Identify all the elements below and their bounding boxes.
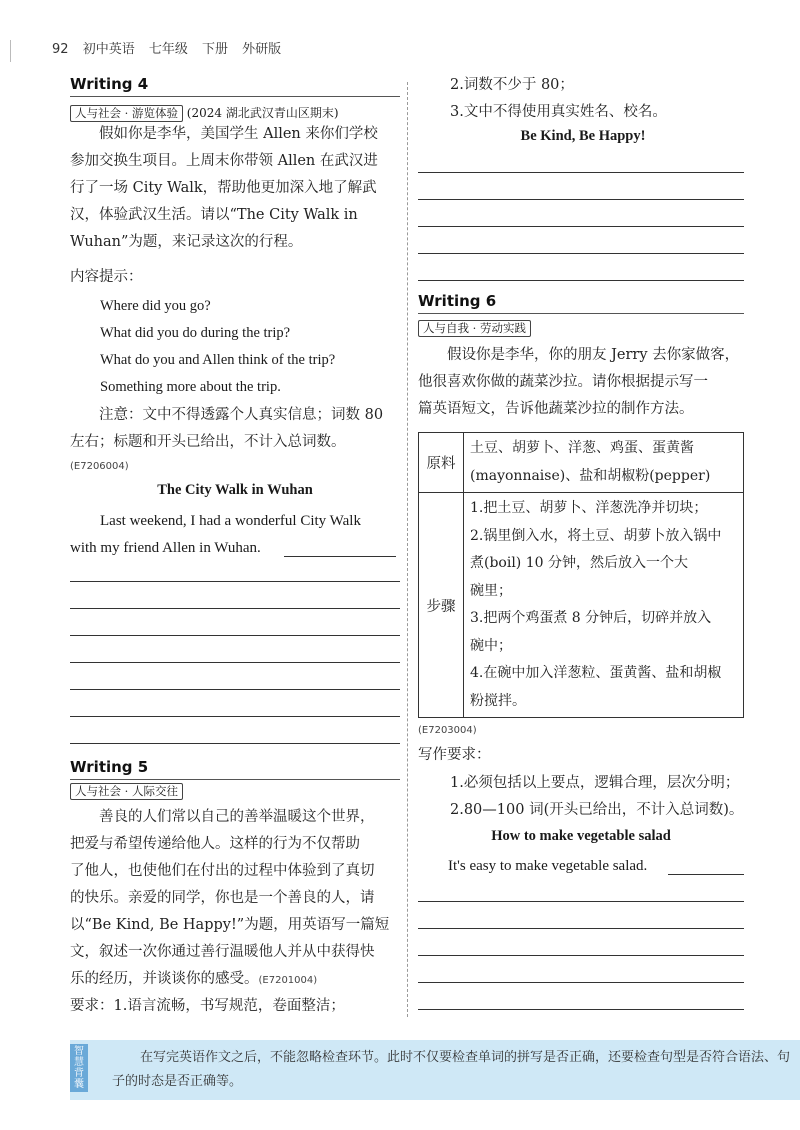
note-line: 左右；标题和开头已给出，不计入总词数。 <box>70 434 346 450</box>
page-header <box>52 38 291 57</box>
writing-6-requirement-1: 1.必须包括以上要点，逻辑合理，层次分明； <box>450 775 740 791</box>
step-line: 2.锅里倒入水，将土豆、胡萝卜放入锅中 <box>470 527 722 544</box>
writing-line[interactable] <box>418 226 744 227</box>
tip-box-text: 在写完英语作文之后，不能忽略检查环节。此时不仅要检查单词的拼写是否正确，还要检查句型是否符合语法、句子的时态是否正确等。 <box>112 1050 791 1089</box>
writing-5-tag-row <box>70 783 183 800</box>
writing-4-tag-row <box>70 104 339 122</box>
prompt-line: 假设你是李华，你的朋友 Jerry 去你家做客， <box>447 347 740 363</box>
writing-line[interactable] <box>418 172 744 173</box>
book-series: 初中英语 <box>82 42 135 57</box>
steps-row <box>419 493 744 718</box>
prompt-line: 以“Be Kind, Be Happy!”为题，用英语写一篇短 <box>70 917 390 933</box>
prompt-text: 乐的经历，并谈谈你的感受。 <box>70 971 259 987</box>
prompt-line: 参加交换生项目。上周末你带领 Allen 在武汉进 <box>70 153 378 169</box>
writing-line[interactable] <box>418 928 744 929</box>
writing-line[interactable] <box>418 1009 744 1010</box>
prompt-line: 了他人，也使他们在付出的过程中体验到了真切 <box>70 863 375 879</box>
prompt-line: 他很喜欢你做的蔬菜沙拉。请你根据提示写一 <box>418 374 708 390</box>
writing-5-title: Writing 5 <box>70 758 149 776</box>
ingredients-line: 土豆、胡萝卜、洋葱、鸡蛋、蛋黄酱 <box>470 440 694 456</box>
book-edition: 外研版 <box>242 42 282 57</box>
ingredients-label: 原料 <box>419 433 464 493</box>
writing-6-essay-title: How to make vegetable salad <box>491 828 671 844</box>
hint-item: What do you and Allen think of the trip? <box>100 352 336 368</box>
step-line: 煮(boil) 10 分钟，然后放入一个大 <box>470 555 688 571</box>
writing-5-prompt <box>70 804 400 994</box>
writing-4-hints-label: 内容提示： <box>70 269 143 285</box>
prompt-line: 善良的人们常以自己的善举温暖这个世界， <box>99 809 375 825</box>
hint-item: What did you do during the trip? <box>100 325 291 341</box>
writing-line[interactable] <box>418 253 744 254</box>
writing-line[interactable] <box>70 716 400 717</box>
note-line: 注意：文中不得透露个人真实信息；词数 80 <box>99 407 384 423</box>
ingredients-line: (mayonnaise)、盐和胡椒粉(pepper) <box>470 467 711 484</box>
steps-label: 步骤 <box>419 493 464 718</box>
prompt-line: 把爱与希望传递给他人。这样的行为不仅帮助 <box>70 836 360 852</box>
step-line: 粉搅拌。 <box>470 692 526 709</box>
writing-line[interactable] <box>284 556 396 557</box>
steps-cell <box>464 493 744 718</box>
writing-5-essay-title: Be Kind, Be Happy! <box>520 128 646 144</box>
writing-line[interactable] <box>70 662 400 663</box>
ingredients-row <box>419 433 744 493</box>
page-number: 92 <box>52 42 69 57</box>
writing-6-requirement-2: 2.80—100 词(开头已给出，不计入总词数)。 <box>450 802 744 818</box>
writing-line[interactable] <box>70 689 400 690</box>
prompt-line: 篇英语短文，告诉他蔬菜沙拉的制作方法。 <box>418 401 694 417</box>
writing-6-title: Writing 6 <box>418 292 497 310</box>
step-line: 碗中； <box>470 637 512 654</box>
column-divider <box>407 82 408 1017</box>
writing-line[interactable] <box>418 982 744 983</box>
writing-4-source: (2024 湖北武汉青山区期末) <box>186 106 339 120</box>
prompt-line-last <box>70 966 400 994</box>
recipe-table <box>418 432 744 718</box>
writing-5-requirement-3: 3.文中不得使用真实姓名、校名。 <box>450 104 667 120</box>
writing-line[interactable] <box>418 280 744 281</box>
tip-box-tag: 智慧背囊 <box>70 1044 88 1092</box>
writing-6-essay-start: It's easy to make vegetable salad. <box>448 858 648 874</box>
prompt-line: 行了一场 City Walk，帮助他更加深入地了解武 <box>70 180 377 196</box>
writing-4-code: (E7206004) <box>70 461 129 472</box>
writing-6-tag-row <box>418 320 531 337</box>
writing-4-title: Writing 4 <box>70 75 149 93</box>
writing-4-theme-tag: 人与社会 · 游览体验 <box>70 105 183 122</box>
writing-line[interactable] <box>70 581 400 582</box>
writing-4-hints <box>100 293 335 401</box>
writing-line[interactable] <box>418 955 744 956</box>
writing-4-prompt <box>70 121 400 256</box>
prompt-line: 假如你是李华，美国学生 Allen 来你们学校 <box>99 126 378 142</box>
step-line: 4.在碗中加入洋葱粒、蛋黄酱、盐和胡椒 <box>470 665 722 681</box>
book-volume: 下册 <box>202 42 229 57</box>
prompt-line: 汉，体验武汉生活。请以“The City Walk in <box>70 207 358 223</box>
writing-line[interactable] <box>418 199 744 200</box>
writing-line[interactable] <box>70 608 400 609</box>
prompt-line: 的快乐。亲爱的同学，你也是一个善良的人，请 <box>70 890 375 906</box>
book-grade: 七年级 <box>148 42 188 57</box>
writing-4-title-rule <box>70 96 400 97</box>
prompt-line: 文，叙述一次你通过善行温暖他人并从中获得快 <box>70 944 375 960</box>
writing-line[interactable] <box>70 635 400 636</box>
writing-line[interactable] <box>418 901 744 902</box>
writing-6-theme-tag: 人与自我 · 劳动实践 <box>418 320 531 337</box>
writing-4-note <box>70 402 400 456</box>
writing-6-title-rule <box>418 313 744 314</box>
writing-4-essay-start-2: with my friend Allen in Wuhan. <box>70 540 261 556</box>
writing-5-theme-tag: 人与社会 · 人际交往 <box>70 783 183 800</box>
writing-4-essay-start-1: Last weekend, I had a wonderful City Walk <box>100 513 361 529</box>
writing-6-requirements-label: 写作要求： <box>418 747 491 763</box>
step-line: 3.把两个鸡蛋煮 8 分钟后，切碎并放入 <box>470 610 712 626</box>
ingredients-cell <box>464 433 744 493</box>
writing-line[interactable] <box>70 743 400 744</box>
step-line: 1.把土豆、胡萝卜、洋葱洗净并切块； <box>470 500 708 516</box>
writing-5-code: (E7201004) <box>258 975 318 986</box>
writing-6-prompt <box>418 342 744 423</box>
writing-5-requirement-2: 2.词数不少于 80； <box>450 77 574 93</box>
writing-4-essay-title: The City Walk in Wuhan <box>157 482 313 498</box>
writing-line[interactable] <box>668 874 744 875</box>
hint-item: Where did you go? <box>100 298 211 314</box>
step-line: 碗里； <box>470 582 512 599</box>
writing-5-title-rule <box>70 779 400 780</box>
hint-item: Something more about the trip. <box>100 379 281 395</box>
writing-6-code: (E7203004) <box>418 725 477 736</box>
writing-5-requirement-1: 要求：1.语言流畅，书写规范，卷面整洁； <box>70 998 345 1014</box>
page-edge-mark <box>10 40 11 62</box>
prompt-line: Wuhan”为题，来记录这次的行程。 <box>70 234 303 250</box>
